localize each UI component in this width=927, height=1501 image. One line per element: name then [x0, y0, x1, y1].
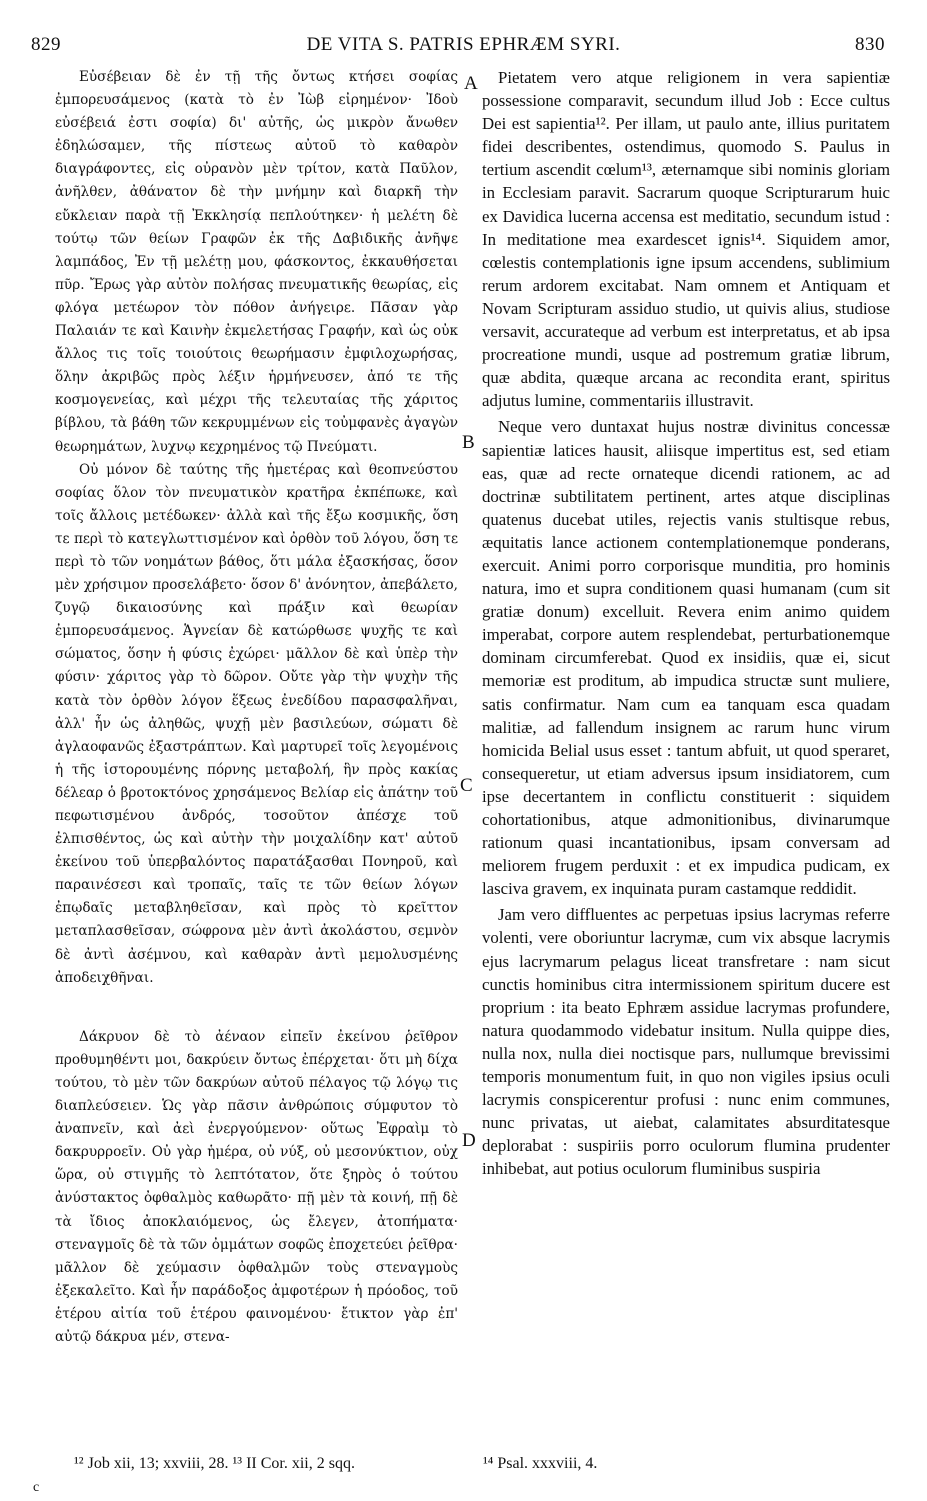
greek-paragraph: Δάκρυον δὲ τὸ ἀέναον εἰπεῖν ἐκείνου ῥεῖθρον προθυμηθέντι μοι, δακρύειν ὄντως ἐπέρχεται· ὅτι μὴ δίχα τούτου, τὸ μὲν τῶν δακρύων αὐτοῦ πέλαγος τῷ λόγῳ τις διαπλεύσειεν. Ὡς γὰρ πᾶσιν ἀνθρώποις σύμφυτον τὸ ἀναπνεῖν, καὶ ἀεὶ ἐνεργούμενον· οὕτως Ἐφραὶμ τὸ δακρυρροεῖν. Οὐ γὰρ ἡμέρα, οὐ νύξ, οὐ μεσονύκτιον, οὐχ ὥρα, οὐ στιγμῆς τὸ λεπτότατον, ὅτε ξηρὸς ὁ τούτου ἀνύστακτος ὀφθαλμὸς καθωρᾶτο· πῇ μὲν τὰ κοινή, πῇ δὲ τὰ ἴδιος ἀποκλαιόμενος, ὡς ἔλεγεν, ἀτοπήματα· στεναγμοῖς δὲ τὰ τῶν ὀμμάτων σοφῶς ἐποχετεύει ῥεῖθρα· μᾶλλον δὲ χεύμασιν ὀφθαλμῶν τοὺς στεναγμοὺς ἐξεκαλεῖτο. Καὶ ἦν παράδοξος ἀμφοτέρων ἡ πρόοδος, τοῦ ἑτέρου αἰτία τοῦ ἑτέρου φαινομένου· ἔτικτον γὰρ ἐπ' αὐτῷ δάκρυα μέν, στενα-	[55, 1028, 458, 1345]
margin-marker-c: C	[460, 775, 473, 796]
greek-paragraph: Οὐ μόνον δὲ ταύτης τῆς ἡμετέρας καὶ θεοπνεύστου σοφίας ὅλον τὸν πνευματικὸν κρατῆρα ἐκπέπωκε, καὶ τοῖς ἄλλοις μετέδωκεν· ἀλλὰ καὶ τῆς ἔξω κοσμικῆς, ὅση τε περὶ τὸ κατεγλωττισμένον καὶ ὀρθὸν τοῦ λόγου, ὅση τε περὶ τὸ τῶν νοημάτων βάθος, ὅτι μάλα ἐξασκήσας, ὅσον μὲν χρήσιμον προσελάβετο· ὅσον δ' ἀνόνητον, ἀπεβάλετο, ζυγῷ δικαιοσύνης καὶ πράξιν καὶ θεωρίαν ἐμπορευσάμενος. Ἁγνείαν δὲ κατώρθωσε ψυχῆς τε καὶ σώματος, ὅσην ἡ φύσις ἐχώρει· μᾶλλον δὲ καὶ ὑπὲρ τὴν φύσιν· χάριτος γὰρ τὸ δῶρον. Οὔτε γὰρ τὴν ψυχὴν τῆς κατὰ τὸν ὀρθὸν λόγον ἕξεως ἐνεδίδου παρασφαλῆναι, ἀλλ' ἦν ὡς ἀληθῶς, ψυχῇ μὲν βασιλεύων, σώματι δὲ ἀγλαοφανῶς ἐξαστράπτων. Καὶ μαρτυρεῖ τοῖς λεγομένοις ἡ τῆς ἱστορουμένης πόρνης μεταβολή, ἣν πρὸς κακίας δέλεαρ ὁ βροτοκτόνος χρησάμενος Βελίαρ εἰς ἀπάτην τοῦ πεφωτισμένου ἀνδρός, τοσοῦτον ἀπέσχε τοῦ ἐλπισθέντος, ὡς καὶ αὐτὴν τὴν μοιχαλίδην κατ' αὐτοῦ ἐκείνου τοῦ ὑπερβαλόντος παρατάξασθαι Πονηροῦ, καὶ παραινέσεσι καὶ τροπαῖς, ταῖς τε τῶν θείων λόγων ἐπῳδαῖς μεταβληθεῖσαν, καὶ πρὸς τὸ κρεῖττον μεταπλασθεῖσαν, σώφρονα μὲν ἀντὶ ἀκολάστου, σεμνὸν δὲ ἀντὶ ἀσέμνου, καὶ καθαρὰν ἀντὶ μεμολυσμένης ἀποδειχθῆναι.	[55, 461, 458, 986]
right-page-number: 830	[855, 34, 885, 55]
footnote-right: ¹⁴ Psal. xxxviii, 4.	[483, 1455, 598, 1472]
latin-paragraph: Jam vero diffluentes ac perpetuas ipsius lacrymas referre volenti, vere oboriuntur lacrymæ, cum vix absque lacrymis ejus lacrymarum pelagus liceat transfretare : nam sicut cunctis hominibus citra intermissionem spiritum ducere est proprium : ita beato Ephræm assidue lacrymas profundere, natura quodammodo videbatur insitum. Nulla quippe dies, nulla nox, nulla diei noctisque pars, nullumque brevissimi temporis monumentum fuit, in quo non vigiles ipsius oculi lacrymis conspicerentur profusi : nunc enim communes, nunc privatas, ut aiebat, calamitates absurditatesque deplorabat : suspiriis porro oculorum flumina prudenter inhibebat, aut potius oculorum fluminibus suspiria	[482, 905, 890, 1179]
running-title: DE VITA S. PATRIS EPHRÆM SYRI.	[306, 34, 621, 55]
latin-column	[482, 66, 890, 1181]
greek-paragraph: Εὐσέβειαν δὲ ἐν τῇ τῆς ὄντως κτήσει σοφίας ἐμπορευσάμενος (κατὰ τὸ ἐν Ἰὼβ εἰρημένον· Ἰδοὺ εὐσέβειά ἐστι σοφία) δι' αὐτῆς, ὡς μικρὸν ἄνωθεν ἐδηλώσαμεν, τῆς πίστεως αὐτοῦ τὸ καθαρὸν διαγράφοντες, εἰς οὐρανὸν μὲν τρίτον, κατὰ Παῦλον, ἀνῆλθεν, ἀθάνατον δὲ τὴν μνήμην καὶ διαρκῆ τὴν εὔκλειαν παρὰ τῇ Ἐκκλησίᾳ πεπλούτηκεν· ἡ μελέτη δὲ τούτῳ τῶν θείων Γραφῶν ἐκ τῆς Δαβιδικῆς ἀνῆψε λαμπάδος, Ἐν τῇ μελέτῃ μου, φάσκοντος, ἐκκαυθήσεται πῦρ. Ἔρως γὰρ αὐτὸν πολήσας πνευματικῆς θεωρίας, εἰς φλόγα μετέωρον τὸν πόθον ἀνήγειρε. Πᾶσαν γὰρ Παλαιάν τε καὶ Καινὴν ἐκμελετήσας Γραφήν, καὶ ὡς οὐκ ἄλλος τις τοῖς τοιούτοις θεωρήμασιν ἐμφιλοχωρήσας, ὅλην ἀκριβῶς πρὸς λέξιν ἡρμήνευσεν, ἀπό τε τῆς κοσμογενείας, καὶ μέχρι τῆς τελευταίας τῆς χάριτος βίβλου, τὰ βάθη τῶν κεκρυμμένων εἰς τοὐμφανὲς ἀγαγὼν θεωρημάτων, λυχνῳ κεχρημένος τῷ Πνεύματι.	[55, 69, 458, 455]
corner-mark: c	[33, 1480, 40, 1495]
greek-column	[55, 66, 458, 1349]
footnote-left: ¹² Job xii, 13; xxviii, 28. ¹³ II Cor. xii, 2 sqq.	[74, 1455, 355, 1472]
latin-paragraph: Neque vero duntaxat hujus nostræ divinitus concessæ sapientiæ latices hausit, aliisque impertitus est, sed etiam eas, quæ ad recte ornateque dicendi rationem, ac ad doctrinæ subtilitatem pertinent, artes atque disciplinas quatenus ducebat utiles, rejectis vanis stultisque rebus, æquitatis lance actionem contemplationemque ponderans, exercuit. Animi porro corporisque munditia, pro hominis natura, imo et supra conditionem quasi humanam (cum sit gratiæ donum) excelluit. Revera enim animo quidem imperabat, corpore autem resplendebat, perturbationemque dominam circumferebat. Quod ex insidiis, quæ ei, sicut memoriæ est proditum, ab impudica structæ sunt muliere, satis confirmatur. Nam cum ea tanquam esca quadam malitiæ, ad fallendum insignem ac rarum hunc virum homicida Belial usus esset : tantum abfuit, ut quod speraret, consequeretur, ut etiam adversus ipsum insidiatorem, cum ipse decertantem in conflictu constituerit : siquidem cohortationibus, atque admonitionibus, divinarumque rationum quasi incantationibus, ipsam conversam ad meliorem frugem perduxit : et ex impudica pudicam, ex lasciva gravem, ex inquinata puram castamque reddidit.	[482, 417, 890, 899]
margin-marker-a: A	[464, 73, 478, 94]
left-page-number: 829	[31, 34, 61, 55]
margin-marker-b: B	[462, 432, 475, 453]
latin-paragraph: Pietatem vero atque religionem in vera sapientiæ possessione comparavit, secundum illud Job : Ecce cultus Dei est sapientia¹². Per illam, ut paulo ante, illius puritatem fidei describentes, ostendimus, quomodo S. Paulus in tertium ascendit cœlum¹³, æternamque sibi nominis gloriam in Ecclesiam paravit. Sacrarum quoque Scripturarum huic ex Davidica lucerna accensa est meditatio, secundum istud : In meditatione mea exardescet ignis¹⁴. Siquidem amor, cœlestis contemplationis igne ipsum accendens, sublimium rerum ardorem excitabat. Nam omnem et Antiquam et Novam Scripturam assiduo studio, ut quivis alius, studiose versavit, accurateque ad verbum est interpretatus, et ab ipsa procreatione mundi, usque ad postremum gratiæ librum, quæ abdita, quæque arcana ac recondita erant, spiritus adjutus lumine, commentariis illustravit.	[482, 68, 890, 411]
margin-marker-d: D	[462, 1130, 476, 1151]
